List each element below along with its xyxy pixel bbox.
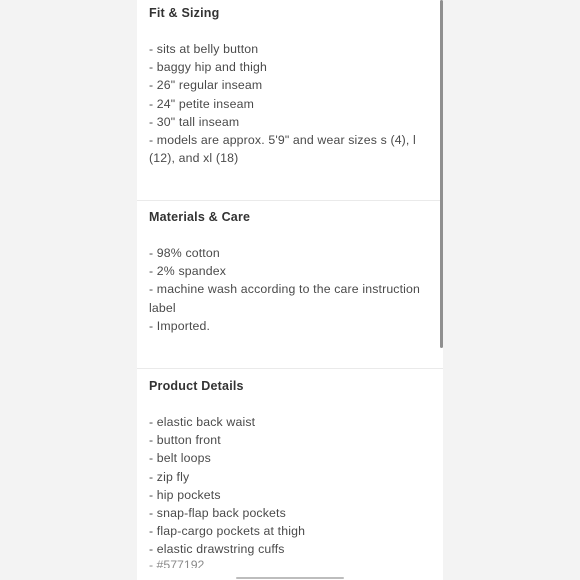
list-item: - elastic drawstring cuffs	[149, 542, 285, 557]
fit-sizing-list	[149, 40, 429, 167]
materials-care-list	[149, 244, 429, 335]
list-item: - 30" tall inseam	[149, 114, 240, 129]
list-item: - machine wash according to the care instruction label	[149, 282, 421, 315]
cut-off-list-item	[149, 560, 209, 568]
section-title-product-details: Product Details	[149, 379, 244, 393]
list-item: - models are approx. 5'9" and wear sizes s (4), l (12), and xl (18)	[149, 133, 416, 166]
list-item: - 98% cotton	[149, 246, 220, 260]
section-title-fit-sizing: Fit & Sizing	[149, 6, 220, 20]
list-item: - flap-cargo pockets at thigh	[149, 524, 306, 539]
list-item: - belt loops	[149, 451, 211, 466]
materials-care-section	[137, 208, 443, 335]
list-item: - Imported.	[149, 318, 211, 333]
list-item: - elastic back waist	[149, 415, 256, 429]
list-item: - baggy hip and thigh	[149, 60, 268, 75]
home-indicator-bar	[236, 577, 344, 579]
list-item: - zip fly	[149, 469, 190, 484]
list-item: - 26" regular inseam	[149, 78, 263, 93]
list-item: - 24" petite inseam	[149, 96, 254, 111]
fit-sizing-section	[137, 4, 443, 167]
list-item: - button front	[149, 433, 221, 448]
section-title-materials-care: Materials & Care	[149, 210, 251, 224]
list-item: - hip pockets	[149, 487, 221, 502]
list-item: - 2% spandex	[149, 264, 226, 279]
product-details-section	[137, 377, 443, 559]
section-divider	[137, 200, 443, 201]
product-details-list	[149, 413, 429, 559]
section-divider	[137, 368, 443, 369]
product-info-panel[interactable]	[137, 0, 443, 580]
scrollbar-thumb[interactable]	[440, 0, 443, 348]
list-item: - snap-flap back pockets	[149, 506, 286, 521]
list-item: - sits at belly button	[149, 42, 259, 56]
cut-off-item-text: - #577192	[149, 560, 205, 568]
